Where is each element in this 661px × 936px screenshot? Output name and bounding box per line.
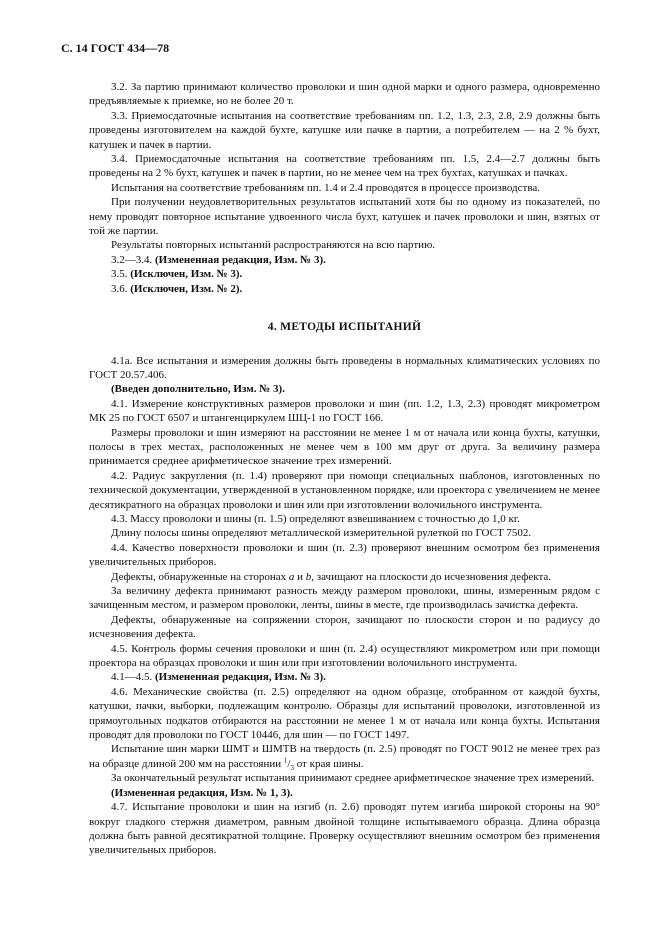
amendment-note-4-6: (Измененная редакция, Изм. № 1, 3). bbox=[111, 786, 293, 799]
clause-4-6-hardness bbox=[89, 742, 600, 771]
clause-4-4-defect-size: За величину дефекта принимают разность между размером проволоки, шины, измеренным рядом с зачищенным местом, и размером проволоки, ленты, шины в месте, где производилась зачистка дефекта. bbox=[89, 585, 600, 612]
clause-4-1a: 4.1а. Все испытания и измерения должны быть проведены в нормальных климатических условиях по ГОСТ 20.57.406. bbox=[89, 354, 600, 381]
amendment-note-3-2-3-4 bbox=[89, 253, 600, 267]
text-fragment: и bbox=[297, 570, 303, 583]
clause-3-2: 3.2. За партию принимают количество проволоки и шин одной марки и одного размера, одновременно предъявляемые к приемке, но не более 20 т. bbox=[89, 81, 600, 108]
clause-4-7: 4.7. Испытание проволоки и шин на изгиб (п. 2.6) проводят путем изгиба широкой стороны на 90° вокруг гладкого стержня диаметром, равным двойной толщине испытываемого образца. Длина образца должна быть равной десятикратной толщине. Проверку осуществляют внешним осмотром без применения увеличительных приборов. bbox=[89, 801, 600, 857]
amendment-text: (Исключен, Изм. № 3). bbox=[130, 268, 243, 281]
amendment-clause-range: 4.1—4.5. bbox=[111, 671, 153, 684]
clause-4-6-result: За окончательный результат испытания принимают среднее арифметическое значение трех измерений. bbox=[111, 772, 595, 785]
text-fragment: Дефекты, обнаруженные на сторонах bbox=[111, 570, 287, 583]
clause-3-4-tests: Испытания на соответствие требованиям пп. 1.4 и 2.4 проводятся в процессе производства. bbox=[111, 181, 541, 194]
clause-4-4-defects-sides bbox=[89, 570, 600, 584]
clause-3-3: 3.3. Приемосдаточные испытания на соответствие требованиям пп. 1.2, 1.3, 2.3, 2.8, 2.9 должны быть проведены изготовителем на каждой бухте, катушке или пачке в партии, а потребителем — на 2 % бухт, катушек и пачек в партии. bbox=[89, 109, 600, 151]
clause-3-6 bbox=[89, 282, 600, 296]
clause-number: 3.6. bbox=[111, 282, 128, 295]
fraction-one-third: $^1/_3$ bbox=[283, 756, 294, 773]
clause-number: 3.5. bbox=[111, 268, 128, 281]
clause-3-4-retest: При получении неудовлетворительных результатов испытаний хотя бы по одному из показателей, по нему проводят повторное испытание удвоенного числа бухт, катушек и пачек проволоки и шин, взятых от той же партии. bbox=[89, 196, 600, 238]
clause-4-4: 4.4. Качество поверхности проволоки и шин (п. 2.3) проверяют внешним осмотром без применения увеличительных приборов. bbox=[89, 541, 600, 569]
clause-4-3: 4.3. Массу проволоки и шины (п. 1.5) определяют взвешиванием с точностью до 1,0 кг. bbox=[111, 512, 520, 525]
page-header: С. 14 ГОСТ 434—78 bbox=[61, 41, 170, 55]
clause-3-4-results: Результаты повторных испытаний распространяются на всю партию. bbox=[111, 239, 436, 252]
text-fragment: Испытание шин марки ШМТ и ШМТВ на твердость (п. 2.5) проводят по ГОСТ 9012 не менее трех раз на образце длиной 200 мм на расстоянии bbox=[89, 743, 600, 770]
clause-4-5: 4.5. Контроль формы сечения проволоки и шин (п. 2.4) осуществляют микрометром или при помощи проектора на образцах проволоки и шин или при изготовлении волочильного инструмента. bbox=[89, 642, 600, 670]
fraction-denominator: 3 bbox=[290, 764, 294, 773]
text-fragment: , зачищают на плоскости до исчезновения дефекта. bbox=[311, 570, 552, 583]
text-fragment: от края шины. bbox=[296, 757, 364, 770]
amendment-text: (Исключен, Изм. № 2). bbox=[130, 282, 243, 295]
amendment-note-4-1-4-5 bbox=[89, 670, 600, 684]
clause-4-2: 4.2. Радиус закругления (п. 1.4) проверяют при помощи специальных шаблонов, изготовленных по технической документации, утвержденной в установленном порядке, или проектора с увеличением не менее десятикратного на образцах проволоки и шин или при изготовлении волочильного инструмента. bbox=[89, 469, 600, 511]
clause-3-4: 3.4. Приемосдаточные испытания на соответствие требованиям пп. 1.5, 2.4—2.7 должны быть проведены на 2 % бухт, катушек и пачек в партии, но не менее чем на трех бухтах, катушках и пачках. bbox=[89, 153, 600, 180]
document-body bbox=[89, 80, 600, 858]
clause-4-1: 4.1. Измерение конструктивных размеров проволоки и шин (пп. 1.2, 1.3, 2.3) проводят микрометром МК 25 по ГОСТ 6507 и штангенциркулем ШЦ-1 по ГОСТ 166. bbox=[89, 397, 600, 425]
amendment-clause-range: 3.2—3.4. bbox=[111, 253, 153, 266]
side-b-symbol: b bbox=[305, 570, 312, 583]
clause-3-5 bbox=[89, 267, 600, 281]
clause-4-1-sizes: Размеры проволоки и шин измеряют на расстоянии не менее 1 м от начала или конца бухты, катушки, полосы в трех местах, расположенных не менее чем в 100 мм друг от друга. За величину размера принимается среднее арифметическое значение трех измерений. bbox=[89, 426, 600, 468]
section-title: 4. МЕТОДЫ ИСПЫТАНИЙ bbox=[267, 321, 422, 334]
side-a-symbol: a bbox=[288, 570, 295, 583]
clause-4-4-defects-junction: Дефекты, обнаруженные на сопряжении сторон, зачищают по плоскости сторон и по радиусу до исчезновения дефекта. bbox=[89, 613, 600, 641]
fraction-numerator: 1 bbox=[283, 756, 288, 765]
amendment-text: (Измененная редакция, Изм. № 3). bbox=[155, 253, 326, 266]
amendment-note-4-1a: (Введен дополнительно, Изм. № 3). bbox=[111, 383, 285, 396]
clause-4-3-length: Длину полосы шины определяют металлической измерительной рулеткой по ГОСТ 7502. bbox=[111, 527, 532, 540]
amendment-text: (Измененная редакция, Изм. № 3). bbox=[155, 671, 326, 684]
clause-4-6: 4.6. Механические свойства (п. 2.5) определяют на одном образце, отобранном от каждой бухты, катушки, пачки, выборки, подлежащим контролю. Образцы для испытаний проволоки, изготовленной из прямоугольных подкатов отбираются на расстоянии не менее 1 м от начала или конца бухты. Испытания проводят для проволоки по ГОСТ 10446, для шин — по ГОСТ 1497. bbox=[89, 685, 600, 742]
